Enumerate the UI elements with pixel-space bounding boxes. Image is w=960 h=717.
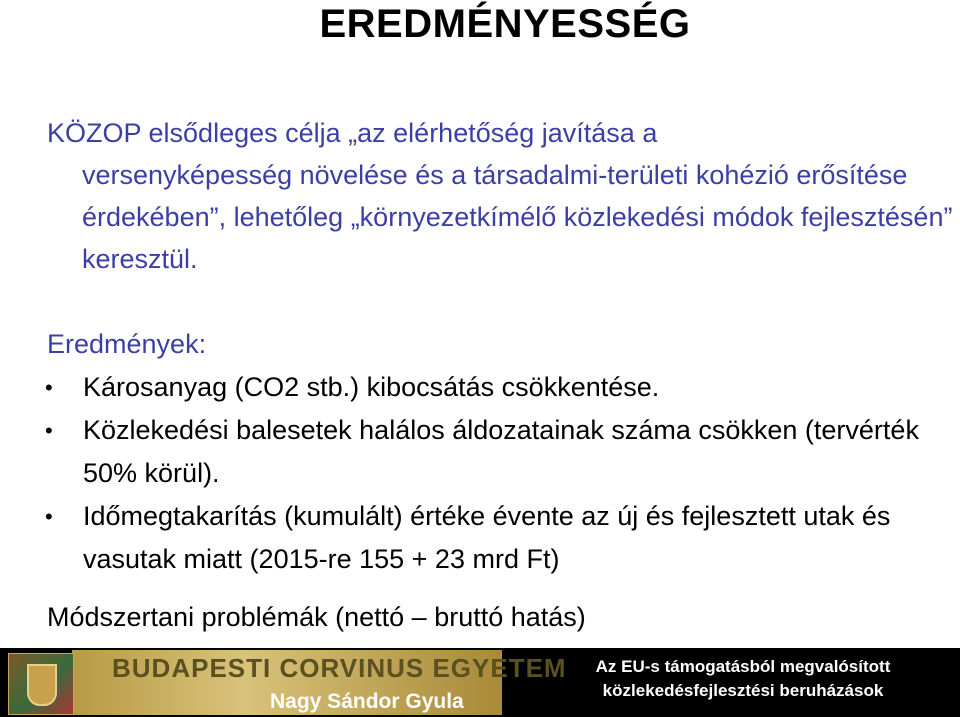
- methodology-line: Módszertani problémák (nettó – bruttó hatás): [47, 602, 586, 632]
- page-title: EREDMÉNYESSÉG: [319, 2, 691, 46]
- intro-rest: versenyképesség növelése és a társadalmi-területi kohézió erősítése érdekében”, lehetőleg „környezetkímélő közlekedési módok fejlesztésén” keresztül.: [82, 160, 953, 274]
- university-name: BUDAPESTI CORVINUS EGYETEM: [112, 653, 567, 683]
- list-item-text: Időmegtakarítás (kumulált) értéke évente az új és fejlesztett utak és vasutak miatt (2015-re 155 + 23 mrd Ft): [83, 501, 891, 574]
- author-name: Nagy Sándor Gyula: [270, 690, 464, 713]
- intro-first-line: KÖZOP elsődleges célja „az elérhetőség javítása a: [47, 118, 658, 148]
- results-list: [38, 366, 953, 581]
- bullet-icon: •: [45, 418, 53, 443]
- crest-shield-icon: [27, 664, 57, 706]
- footer-subtitle: [528, 655, 958, 703]
- list-item-text: Közlekedési balesetek halálos áldozatainak száma csökken (tervérték 50% körül).: [83, 415, 919, 488]
- footer-subtitle-line-2: közlekedésfejlesztési beruházások: [602, 681, 884, 700]
- footer-subtitle-line-1: Az EU-s támogatásból megvalósított: [595, 657, 891, 676]
- intro-paragraph: [47, 112, 957, 280]
- results-heading: Eredmények:: [47, 329, 207, 359]
- list-item: [38, 409, 953, 495]
- bullet-icon: •: [45, 504, 53, 529]
- list-item: [38, 366, 953, 409]
- bullet-icon: •: [45, 375, 53, 400]
- university-crest-icon: [8, 653, 74, 715]
- list-item: [38, 495, 953, 581]
- list-item-text: Károsanyag (CO2 stb.) kibocsátás csökkentése.: [83, 372, 660, 402]
